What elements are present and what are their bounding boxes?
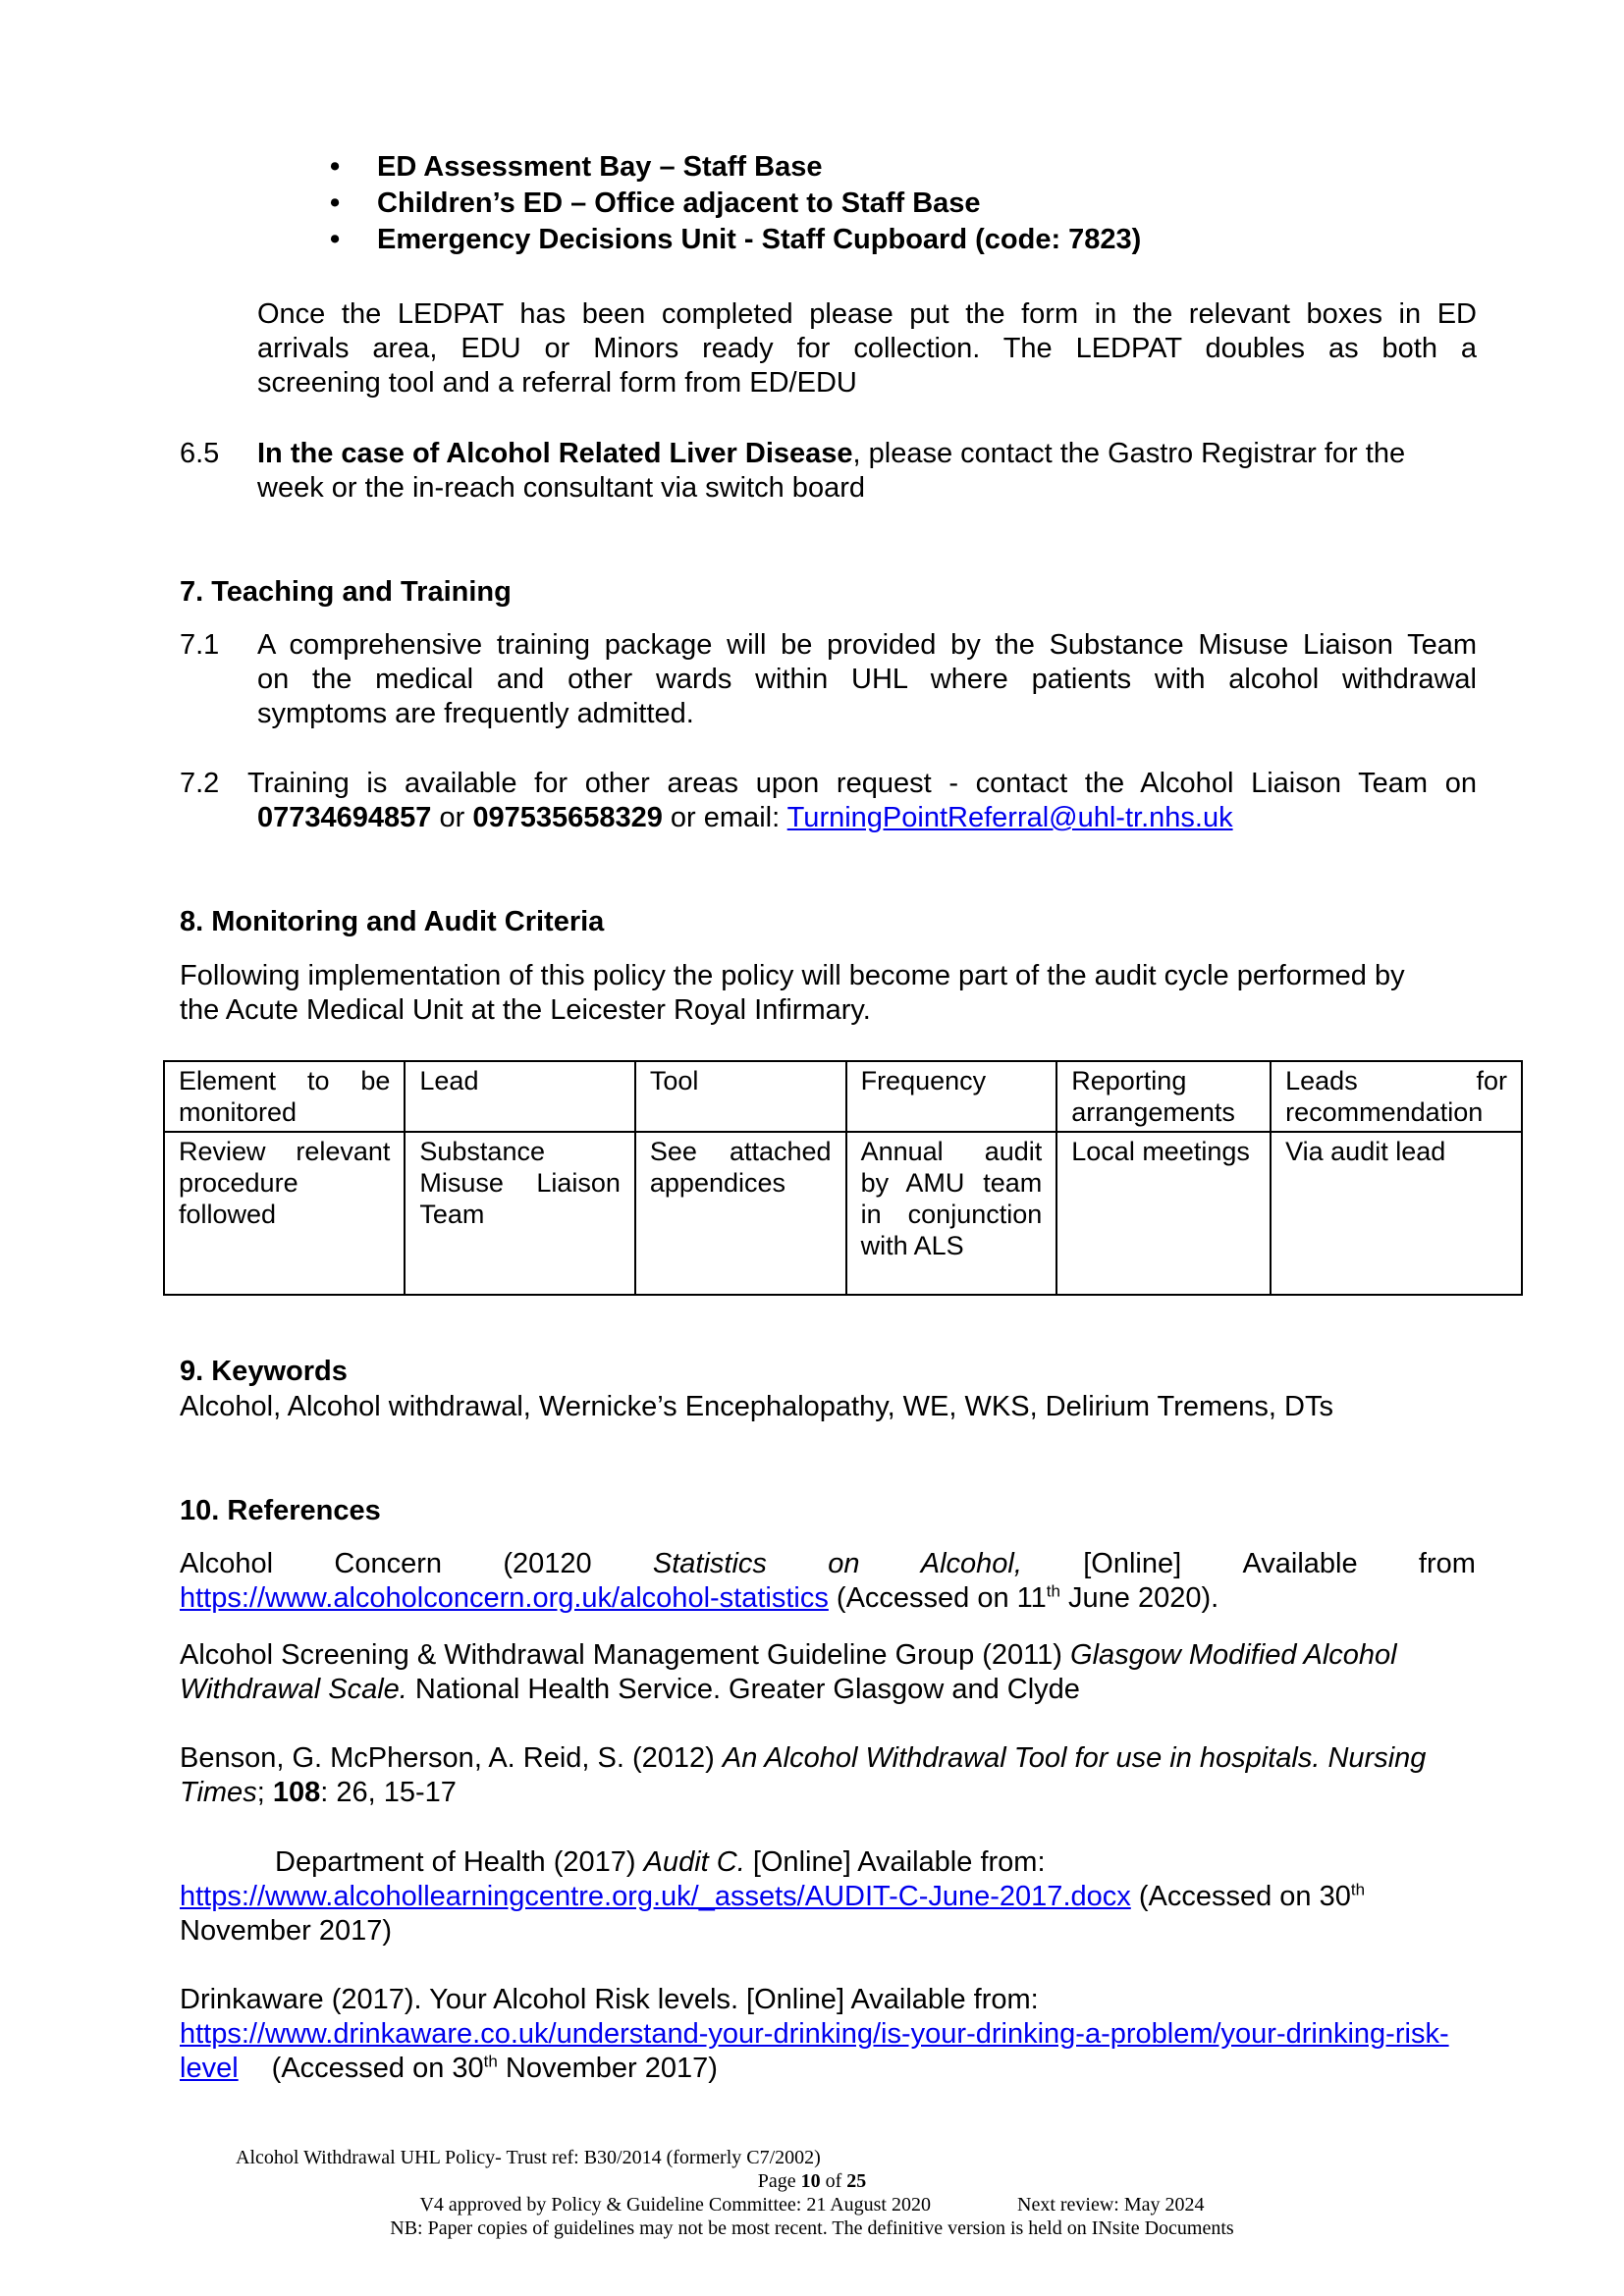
section-number: 6.5 (180, 438, 220, 469)
reference-1-line (180, 1547, 1476, 1581)
text-run: ; (256, 1777, 273, 1808)
email-link[interactable]: TurningPointReferral@uhl-tr.nhs.uk (786, 802, 1233, 833)
section-heading: 10. References (180, 1495, 381, 1526)
reference-2-line (180, 1673, 1476, 1707)
ledpat-paragraph-line: Once the LEDPAT has been completed please put the form in the relevant boxes in ED (257, 298, 1477, 330)
table-row (164, 1132, 1522, 1295)
table-cell: Annual audit by AMU team in conjunction with ALS (846, 1132, 1057, 1295)
table-header-cell: Tool (635, 1061, 846, 1132)
text-run: 108 (272, 1777, 321, 1808)
text-run: Concern (334, 1548, 443, 1579)
footer-disclaimer: NB: Paper copies of guidelines may not be most recent. The definitive version is held on INsite Documents (390, 2217, 1234, 2239)
table-cell: Substance Misuse Liaison Team (405, 1132, 635, 1295)
section-number: 7.2 (180, 768, 220, 799)
text-run: National Health Service. Greater Glasgow and Clyde (406, 1674, 1080, 1705)
phone-number: 07734694857 (257, 802, 432, 833)
section-8-paragraph-line: Following implementation of this policy the policy will become part of the audit cycle performed by (180, 960, 1405, 991)
reference-5-line (180, 2017, 1476, 2052)
table-header-cell: Leads for recommendation (1271, 1061, 1522, 1132)
text-run: 25 (846, 2170, 867, 2192)
bullet-item: • ED Assessment Bay – Staff Base (330, 149, 1141, 186)
text-run: Benson, G. McPherson, A. Reid, S. (2012) (180, 1742, 723, 1774)
section-7-1-line: A comprehensive training package will be provided by the Substance Misuse Liaison Team (257, 629, 1477, 661)
text-run: Department of Health (2017) (275, 1846, 644, 1878)
reference-5-line: Drinkaware (2017). Your Alcohol Risk levels. [Online] Available from: (180, 1984, 1039, 2015)
text-run: November 2017) (497, 2053, 718, 2084)
table-header-row (164, 1061, 1522, 1132)
text-run: : 26, 15-17 (320, 1777, 457, 1808)
text-run: (Accessed on 11 (828, 1582, 1047, 1614)
ledpat-paragraph-line: screening tool and a referral form from ED/EDU (257, 367, 857, 399)
bullet-item: • Children’s ED – Office adjacent to Staff Base (330, 186, 1141, 222)
table-header-cell: Element to be monitored (164, 1061, 405, 1132)
footer-policy-ref: Alcohol Withdrawal UHL Policy- Trust ref: B30/2014 (formerly C7/2002) (236, 2147, 821, 2168)
superscript: th (1350, 1880, 1366, 1899)
footer-approval (0, 2193, 1624, 2216)
reference-4-line (275, 1845, 1571, 1880)
text-run: June 2020). (1059, 1582, 1219, 1614)
table-cell: See attached appendices (635, 1132, 846, 1295)
text-run: [Online] Available from: (744, 1846, 1046, 1878)
section-8-paragraph-line: the Acute Medical Unit at the Leicester Royal Infirmary. (180, 994, 871, 1026)
text-run: Alcohol (180, 1548, 274, 1579)
text-run: [Online] (1083, 1548, 1182, 1579)
text-run: Times (180, 1777, 257, 1808)
text-run: or (431, 802, 473, 833)
reference-4-line (180, 1880, 1476, 1914)
reference-5-line (180, 2052, 1476, 2086)
table-cell: Via audit lead (1271, 1132, 1522, 1295)
text-run: or email: (662, 802, 787, 833)
bold-phrase: In the case of Alcohol Related Liver Disease (257, 438, 853, 469)
text-run: Statistics (652, 1548, 767, 1579)
reference-link[interactable]: https://www.drinkaware.co.uk/understand-your-drinking/is-your-drinking-a-problem/your-drinking-risk- (180, 2018, 1449, 2050)
reference-4-line: November 2017) (180, 1915, 392, 1947)
superscript: th (1046, 1581, 1060, 1601)
text-run: Alcohol, (920, 1548, 1022, 1579)
section-heading: 8. Monitoring and Audit Criteria (180, 906, 605, 937)
section-7-2-line (257, 801, 1233, 835)
text-run: of (820, 2170, 847, 2192)
text-run: (20120 (503, 1548, 592, 1579)
text-run: from (1418, 1548, 1476, 1579)
text-run: 10 (800, 2170, 821, 2192)
reference-2-line (180, 1638, 1476, 1673)
section-7-2-line: Training is available for other areas upon request - contact the Alcohol Liaison Team on (247, 768, 1477, 799)
text-run: Alcohol Screening & Withdrawal Management Guideline Group (2011) (180, 1639, 1071, 1671)
text-run: Glasgow Modified Alcohol (1070, 1639, 1397, 1671)
text-run: , please contact the Gastro Registrar for the (852, 438, 1406, 469)
keywords-text: Alcohol, Alcohol withdrawal, Wernicke’s Encephalopathy, WE, WKS, Delirium Tremens, DTs (180, 1391, 1333, 1422)
location-bullet-list (330, 149, 1141, 258)
section-6-5-line (257, 437, 1477, 471)
reference-link[interactable]: https://www.alcoholconcern.org.uk/alcohol-statistics (180, 1582, 829, 1614)
section-7-1-line: symptoms are frequently admitted. (257, 698, 694, 729)
text-run: Available (1242, 1548, 1358, 1579)
text-run: (Accessed on 30 (1130, 1881, 1351, 1912)
text-run: V4 approved by Policy & Guideline Committee: 21 August 2020 (419, 2194, 931, 2216)
text-run: on (828, 1548, 860, 1579)
text-run: Audit C. (643, 1846, 745, 1878)
audit-criteria-table (163, 1060, 1523, 1296)
table-cell: Review relevant procedure followed (164, 1132, 405, 1295)
table-cell: Local meetings (1056, 1132, 1271, 1295)
reference-link[interactable]: level (180, 2053, 239, 2084)
footer-page-number (0, 2169, 1624, 2193)
section-6-5-line: week or the in-reach consultant via switch board (257, 472, 865, 504)
ledpat-paragraph-line: arrivals area, EDU or Minors ready for collection. The LEDPAT doubles as both a (257, 333, 1477, 364)
text-run: Withdrawal Scale. (180, 1674, 407, 1705)
bullet-item: • Emergency Decisions Unit - Staff Cupboard (code: 7823) (330, 222, 1141, 258)
text-run: (Accessed on 30 (271, 2053, 484, 2084)
phone-number: 097535658329 (472, 802, 663, 833)
text-run: Next review: May 2024 (1017, 2194, 1205, 2216)
reference-3-line (180, 1776, 1476, 1810)
reference-link[interactable]: https://www.alcohollearningcentre.org.uk/_assets/AUDIT-C-June-2017.docx (180, 1881, 1131, 1912)
section-7-1-line: on the medical and other wards within UHL where patients with alcohol withdrawal (257, 664, 1477, 695)
section-heading: 7. Teaching and Training (180, 576, 512, 608)
section-number: 7.1 (180, 629, 220, 661)
table-header-cell: Frequency (846, 1061, 1057, 1132)
reference-1-line (180, 1581, 1476, 1616)
table-header-cell: Reporting arrangements (1056, 1061, 1271, 1132)
superscript: th (483, 2052, 498, 2071)
text-run: An Alcohol Withdrawal Tool for use in hospitals. Nursing (722, 1742, 1427, 1774)
section-heading: 9. Keywords (180, 1356, 348, 1387)
reference-3-line (180, 1741, 1476, 1776)
text-run: Page (757, 2170, 801, 2192)
table-header-cell: Lead (405, 1061, 635, 1132)
